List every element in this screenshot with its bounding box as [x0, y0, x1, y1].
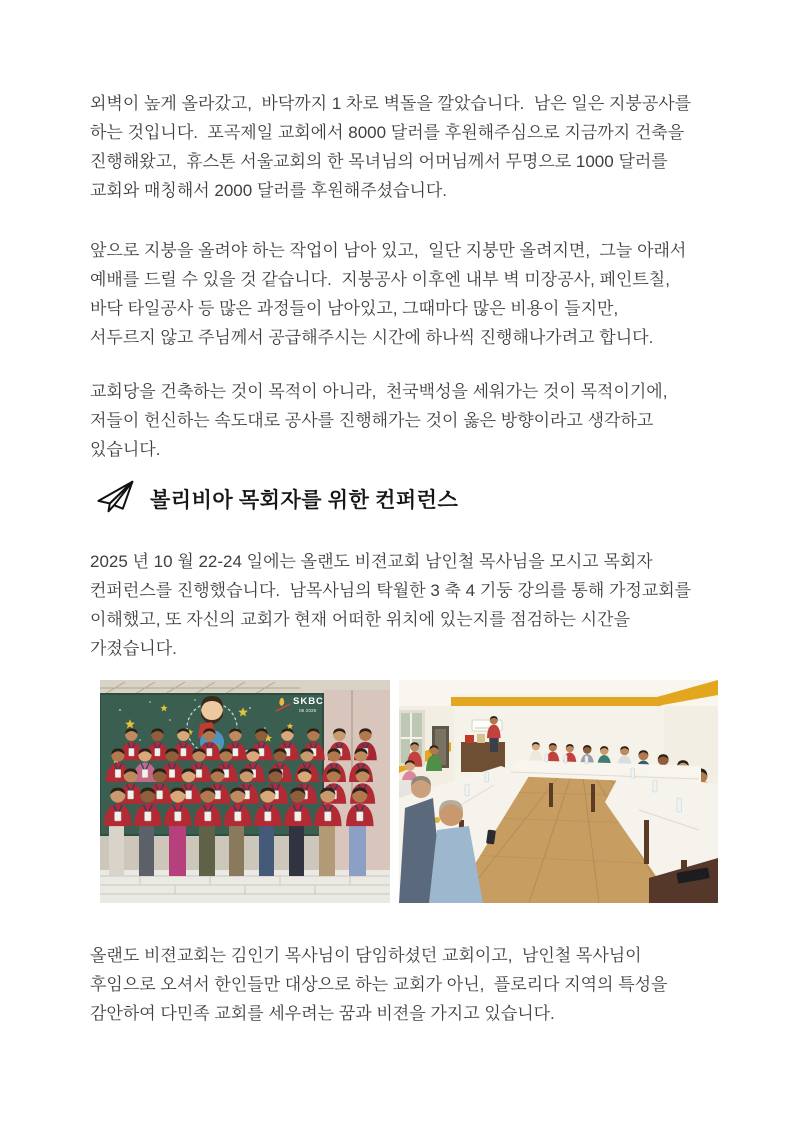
- paper-plane-icon: [95, 479, 135, 519]
- paragraph-vision-church: [90, 941, 667, 1028]
- photo-conference-room: [399, 680, 718, 903]
- section-title: 볼리비아 목회자를 위한 컨퍼런스: [150, 488, 459, 512]
- text-line: 교회와 매칭해서 2000 달러를 후원해주셨습니다.: [90, 181, 448, 200]
- text-line: 하는 것입니다. 포곡제일 교회에서 8000 달러를 후원해주심으로 지금까지 건축을: [90, 123, 685, 142]
- paragraph-conference-details: [90, 547, 691, 663]
- text-line: 이해했고, 또 자신의 교회가 현재 어떠한 위치에 있는지를 점검하는 시간을: [90, 610, 630, 629]
- paragraph-roof-plans: [90, 236, 686, 352]
- text-line: 컨퍼런스를 진행했습니다. 남목사님의 탁월한 3 축 4 기둥 강의를 통해 가정교회를: [90, 581, 692, 600]
- photo-group-skbc: [100, 680, 390, 903]
- text-line: 2025 년 10 월 22-24 일에는 올랜도 비젼교회 남인철 목사님을 모시고 목회자: [90, 552, 653, 571]
- chalkboard-skbc-subtext: 06 2025: [299, 709, 317, 714]
- text-line: 교회당을 건축하는 것이 목적이 아니라, 천국백성을 세워가는 것이 목적이기에,: [90, 382, 668, 401]
- text-line: 바닥 타일공사 등 많은 과정들이 남아있고, 그때마다 많은 비용이 들지만,: [90, 299, 619, 318]
- paragraph-wall-construction: [90, 89, 691, 205]
- chalkboard-skbc-text: SKBC: [293, 696, 324, 707]
- text-line: 감안하여 다민족 교회를 세우려는 꿈과 비젼을 가지고 있습니다.: [90, 1004, 555, 1023]
- text-line: 후임으로 오셔서 한인들만 대상으로 하는 교회가 아닌, 플로리다 지역의 특성을: [90, 975, 668, 994]
- text-line: 서두르지 않고 주님께서 공급해주시는 시간에 하나씩 진행해나가려고 합니다.: [90, 328, 654, 347]
- text-line: 앞으로 지붕을 올려야 하는 작업이 남아 있고, 일단 지붕만 올려지면, 그늘 아래서: [90, 241, 687, 260]
- text-line: 외벽이 높게 올라갔고, 바닥까지 1 차로 벽돌을 깔았습니다. 남은 일은 지붕공사를: [90, 94, 692, 113]
- paragraph-purpose: [90, 377, 667, 464]
- section-heading-bolivia-conference: [95, 479, 458, 519]
- text-line: 가졌습니다.: [90, 639, 177, 658]
- text-line: 저들이 헌신하는 속도대로 공사를 진행해가는 것이 옳은 방향이라고 생각하고: [90, 411, 654, 430]
- text-line: 진행해왔고, 휴스톤 서울교회의 한 목녀님의 어머님께서 무명으로 1000 달러를: [90, 152, 668, 171]
- text-line: 있습니다.: [90, 440, 161, 459]
- text-line: 예배를 드릴 수 있을 것 같습니다. 지붕공사 이후엔 내부 벽 미장공사, 페인트칠,: [90, 270, 670, 289]
- text-line: 올랜도 비젼교회는 김인기 목사님이 담임하셨던 교회이고, 남인철 목사님이: [90, 946, 642, 965]
